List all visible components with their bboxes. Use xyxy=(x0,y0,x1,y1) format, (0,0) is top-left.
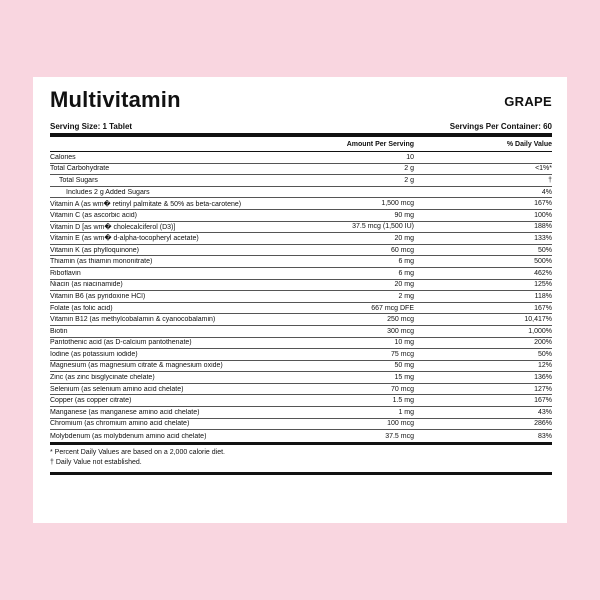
nutrient-name: Vitamin A (as wm� retinyl palmitate & 50% as beta-carotene) xyxy=(50,200,242,208)
nutrient-name: Thiamin (as thiamin mononitrate) xyxy=(50,258,153,266)
table-row xyxy=(50,361,552,373)
servings-per-container: Servings Per Container: 60 xyxy=(449,122,552,131)
nutrient-amount: 300 mcg xyxy=(387,327,414,335)
table-row xyxy=(50,338,552,350)
amount-column-header: Amount Per Serving xyxy=(346,140,414,148)
nutrient-daily-value: 167% xyxy=(534,304,552,312)
nutrient-daily-value: † xyxy=(548,176,552,184)
nutrient-daily-value: 118% xyxy=(534,292,552,300)
table-row xyxy=(50,210,552,222)
nutrient-daily-value: 133% xyxy=(534,234,552,242)
nutrient-name: Niacin (as niacinamide) xyxy=(50,281,123,289)
nutrient-name: Total Sugars xyxy=(59,176,98,184)
nutrient-name: Vitamin B6 (as pyridoxine HCl) xyxy=(50,292,146,300)
nutrient-amount: 10 xyxy=(406,153,414,161)
nutrient-daily-value: 10,417% xyxy=(524,316,552,324)
nutrient-daily-value: 125% xyxy=(534,281,552,289)
nutrient-amount: 250 mcg xyxy=(387,316,414,324)
nutrient-amount: 20 mg xyxy=(394,281,414,289)
nutrient-name: Molybdenum (as molybdenum amino acid chelate) xyxy=(50,432,207,440)
nutrient-daily-value: 500% xyxy=(534,258,552,266)
nutrient-daily-value: 1,000% xyxy=(528,327,552,335)
nutrient-amount: 1,500 mcg xyxy=(381,200,414,208)
supplement-facts-label xyxy=(33,77,567,523)
product-title: Multivitamin xyxy=(50,87,181,112)
column-headers xyxy=(50,137,552,152)
nutrient-name: Vitamin K (as phylloquinone) xyxy=(50,246,139,254)
nutrient-daily-value: 4% xyxy=(541,188,552,196)
nutrient-amount: 6 mg xyxy=(398,258,414,266)
nutrient-table xyxy=(50,152,552,442)
footnote-not-established: † Daily Value not established. xyxy=(50,458,142,466)
table-row xyxy=(50,268,552,280)
nutrient-amount: 667 mcg DFE xyxy=(371,304,414,312)
flavor-label: GRAPE xyxy=(504,94,552,109)
nutrient-name: Copper (as copper citrate) xyxy=(50,397,132,405)
nutrient-daily-value: 188% xyxy=(534,223,552,231)
nutrient-daily-value: 286% xyxy=(534,420,552,428)
serving-size: Serving Size: 1 Tablet xyxy=(50,122,133,131)
nutrient-name: Pantothenic acid (as D-calcium pantothenate) xyxy=(50,339,192,347)
nutrient-daily-value: 43% xyxy=(537,408,552,416)
table-row xyxy=(50,198,552,210)
nutrient-amount: 2 g xyxy=(404,176,414,184)
nutrient-name: Riboflavin xyxy=(50,269,81,277)
nutrient-name: Magnesium (as magnesium citrate & magnesium oxide) xyxy=(50,362,223,370)
table-row xyxy=(50,303,552,315)
nutrient-name: Vitamin C (as ascorbic acid) xyxy=(50,211,138,219)
nutrient-name: Total Carbohydrate xyxy=(50,165,110,173)
table-row xyxy=(50,314,552,326)
nutrient-name: Vitamin D [as wm� cholecalciferol (D3)] xyxy=(50,223,176,231)
nutrient-amount: 60 mcg xyxy=(391,246,414,254)
nutrient-amount: 1.5 mg xyxy=(392,397,414,405)
table-row xyxy=(50,326,552,338)
daily-value-column-header: % Daily Value xyxy=(506,140,552,148)
nutrient-daily-value: 12% xyxy=(537,362,552,370)
nutrient-name: Calories xyxy=(50,153,76,161)
table-row xyxy=(50,233,552,245)
nutrient-name: Includes 2 g Added Sugars xyxy=(66,188,150,196)
nutrient-amount: 90 mg xyxy=(394,211,414,219)
table-row xyxy=(50,222,552,234)
nutrient-name: Chromium (as chromium amino acid chelate) xyxy=(50,420,190,428)
nutrient-daily-value: 462% xyxy=(534,269,552,277)
table-row xyxy=(50,291,552,303)
serving-info xyxy=(50,122,552,137)
nutrient-amount: 75 mcg xyxy=(391,350,414,358)
table-row xyxy=(50,256,552,268)
nutrient-daily-value: 167% xyxy=(534,397,552,405)
table-row xyxy=(50,245,552,257)
table-row xyxy=(50,384,552,396)
nutrient-name: Vitamin E (as wm� d-alpha-tocopheryl acetate) xyxy=(50,235,199,243)
nutrient-amount: 2 mg xyxy=(398,292,414,300)
nutrient-daily-value: 127% xyxy=(534,385,552,393)
nutrient-daily-value: 167% xyxy=(534,200,552,208)
nutrient-daily-value: <1%* xyxy=(535,165,552,173)
nutrient-amount: 37.5 mcg xyxy=(385,432,414,440)
nutrient-name: Folate (as folic acid) xyxy=(50,304,113,312)
table-row xyxy=(50,419,552,431)
table-row xyxy=(50,152,552,164)
nutrient-daily-value: 50% xyxy=(537,246,552,254)
nutrient-amount: 70 mcg xyxy=(391,385,414,393)
table-row xyxy=(50,280,552,292)
nutrient-name: Zinc (as zinc bisglycinate chelate) xyxy=(50,374,155,382)
nutrient-name: Manganese (as manganese amino acid chelate) xyxy=(50,408,200,416)
label-header xyxy=(50,85,552,115)
table-row xyxy=(50,175,552,187)
nutrient-amount: 10 mg xyxy=(394,339,414,347)
nutrient-daily-value: 200% xyxy=(534,339,552,347)
nutrient-amount: 100 mcg xyxy=(387,420,414,428)
nutrient-amount: 15 mg xyxy=(394,374,414,382)
nutrient-amount: 6 mg xyxy=(398,269,414,277)
nutrient-amount: 37.5 mcg (1,500 IU) xyxy=(352,223,414,231)
footnote-daily-values: * Percent Daily Values are based on a 2,000 calorie diet. xyxy=(50,448,225,456)
bottom-rule xyxy=(50,468,552,475)
table-row xyxy=(50,395,552,407)
nutrient-name: Biotin xyxy=(50,327,68,335)
nutrient-amount: 20 mg xyxy=(394,234,414,242)
nutrient-name: Vitamin B12 (as methylcobalamin & cyanocobalamin) xyxy=(50,316,216,324)
nutrient-amount: 1 mg xyxy=(398,408,414,416)
nutrient-name: Iodine (as potassium iodide) xyxy=(50,350,138,358)
nutrient-amount: 2 g xyxy=(404,165,414,173)
nutrient-name: Selenium (as selenium amino acid chelate) xyxy=(50,385,184,393)
nutrient-amount: 50 mg xyxy=(394,362,414,370)
footnotes xyxy=(50,442,552,468)
nutrient-daily-value: 83% xyxy=(537,432,552,440)
table-row xyxy=(50,430,552,442)
table-row xyxy=(50,164,552,176)
table-row xyxy=(50,372,552,384)
nutrient-daily-value: 100% xyxy=(534,211,552,219)
nutrient-daily-value: 136% xyxy=(534,374,552,382)
table-row xyxy=(50,349,552,361)
nutrient-daily-value: 50% xyxy=(537,350,552,358)
table-row xyxy=(50,187,552,199)
table-row xyxy=(50,407,552,419)
